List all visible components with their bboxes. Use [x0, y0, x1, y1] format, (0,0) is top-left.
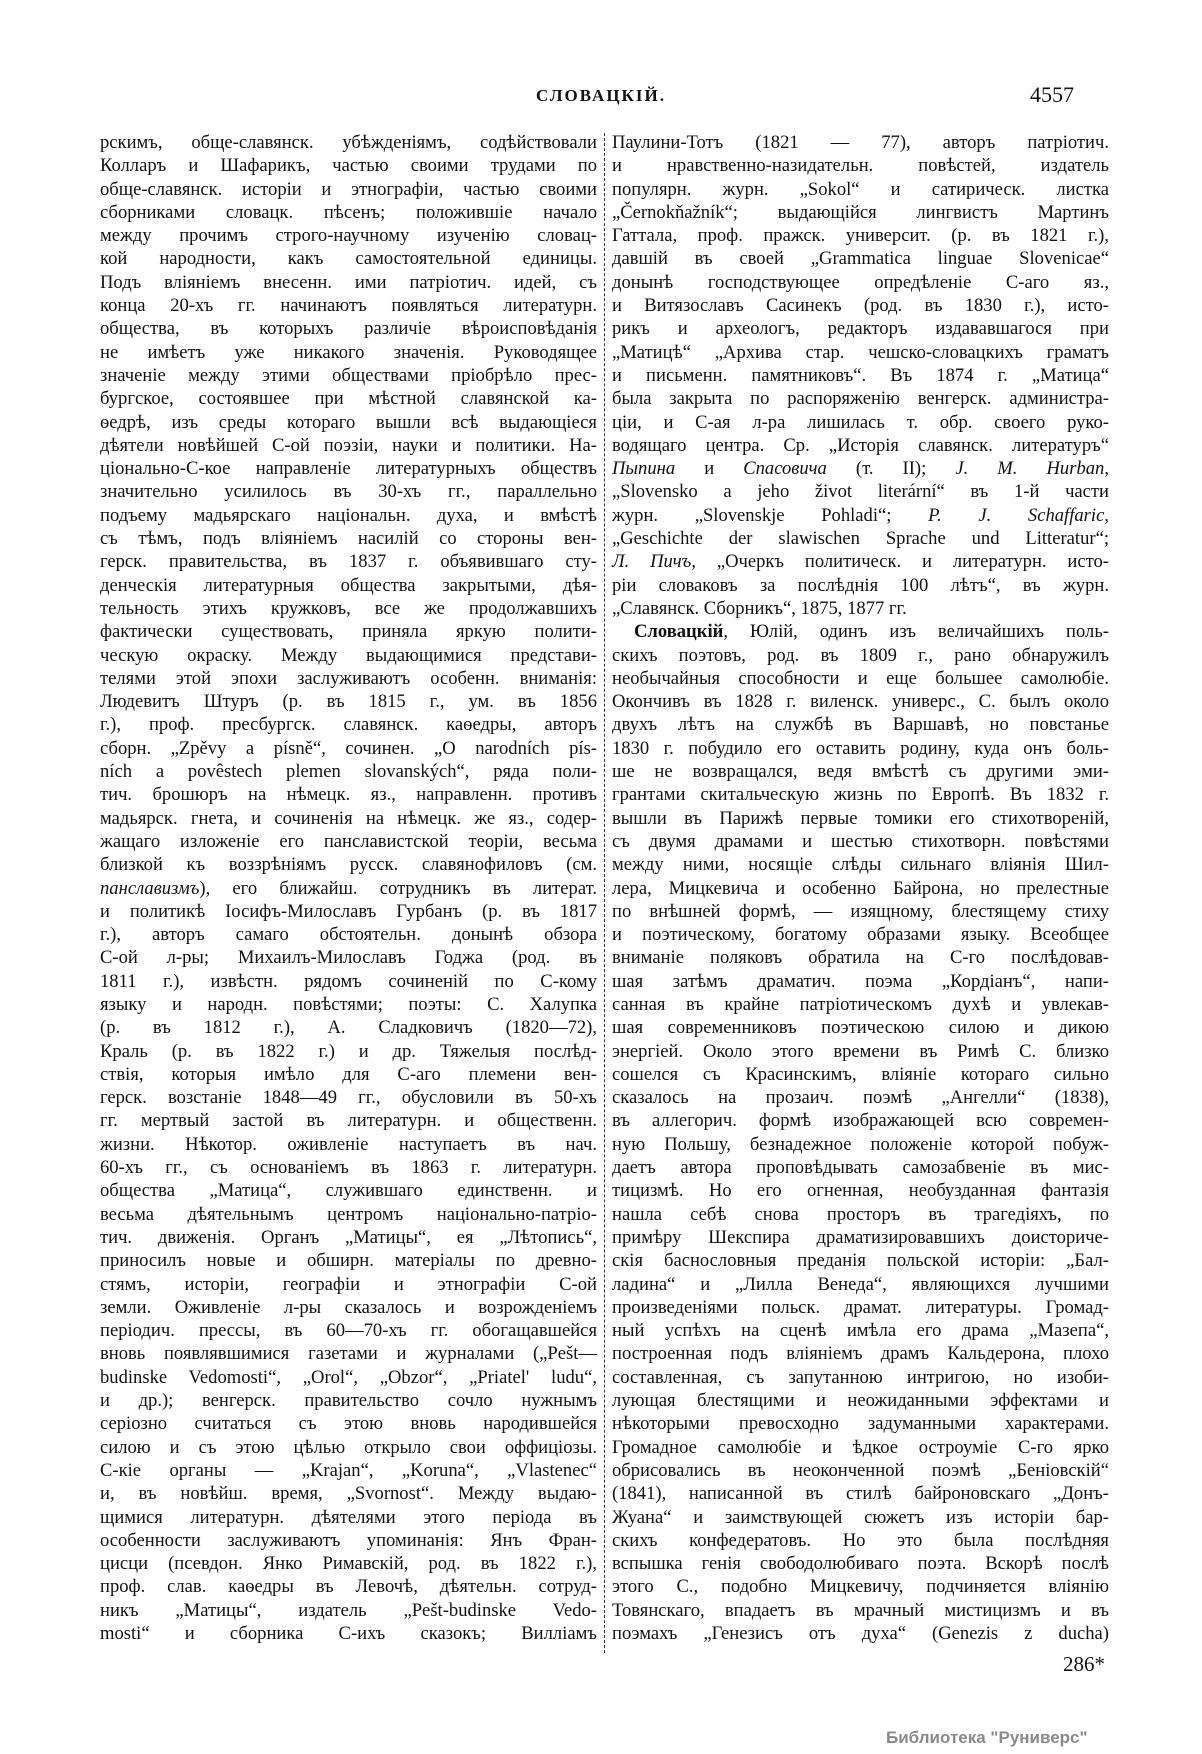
- text-line: не имѣетъ уже никакого значенія. Руководящее: [100, 341, 597, 363]
- text-line: санная въ крайне патріотическомъ духѣ и увлекав-: [612, 993, 1109, 1015]
- text-line: budinske Vedomosti“, „Orol“, „Obzor“, „Priatel' ludu“,: [100, 1366, 597, 1388]
- text-line: скихъ поэтовъ, род. въ 1809 г., рано обнаружилъ: [612, 644, 1109, 666]
- text-line: лера, Мицкевича и особенно Байрона, но прелестные: [612, 877, 1109, 899]
- text-line: этого С., подобно Мицкевичу, подчиняется вліянію: [612, 1576, 1109, 1598]
- text-line: подъему мадьярскаго національн. духа, и вмѣстѣ: [100, 504, 597, 526]
- text-line: Товянскаго, впадаетъ въ мрачный мистицизмъ и въ: [612, 1599, 1109, 1621]
- text-line: дѣятели новѣйшей С-ой поэзіи, науки и политики. На-: [100, 434, 597, 456]
- text-line: телями этой эпохи заслуживаютъ особенн. вниманія:: [100, 667, 597, 689]
- text-line: и Витязославъ Сасинекъ (род. въ 1830 г.), исто-: [612, 295, 1109, 317]
- text-line: двухъ лѣтъ на службѣ въ Варшавѣ, но повстанье: [612, 714, 1109, 736]
- text-line: періодич. прессы, въ 60—70-хъ гг. обогащавшейся: [100, 1320, 597, 1342]
- text-line: и поэтическому, богатому образами языку. Всеобщее: [612, 924, 1109, 946]
- text-line: денческія литературныя общества закрытыми, дѣя-: [100, 574, 597, 596]
- text-line: „Slovensko a jeho život literární“ въ 1-й части: [612, 481, 1109, 503]
- text-line: нѣкоторыми превосходно задуманными характерами.: [612, 1413, 1109, 1435]
- text-line: популярн. журн. „Sokol“ и сатирическ. листка: [612, 178, 1109, 200]
- text-line: тицизмѣ. Но его огненная, необузданная фантазія: [612, 1180, 1109, 1202]
- text-segment: (т. II);: [826, 458, 956, 480]
- text-line: скія баснословныя преданія польской исторіи: „Бал-: [612, 1250, 1109, 1272]
- text-line: нашла себѣ снова просторъ въ трагедіяхъ, по: [612, 1203, 1109, 1225]
- text-line: ріи словаковъ за послѣднія 100 лѣтъ“, въ журн.: [612, 574, 1109, 596]
- text-segment: , Юлій, одинъ изъ величайшихъ поль-: [723, 621, 1109, 643]
- text-line: „Černokňažník“; выдающійся лингвистъ Мартинъ: [612, 201, 1109, 223]
- text-line: земли. Оживленіе л-ры сказалось и возрожденіемъ: [100, 1296, 597, 1318]
- text-line: обрисовались въ неоконченной поэмѣ „Беніовскій“: [612, 1459, 1109, 1481]
- text-line: произведеніями польск. драмат. литературы. Громад-: [612, 1296, 1109, 1318]
- text-line: между прочимъ строго-научному изученію словац-: [100, 225, 597, 247]
- page-number: 4557: [1030, 82, 1074, 107]
- right-column: [612, 131, 1109, 1645]
- text-line: и нравственно-назидательн. повѣстей, издатель: [612, 155, 1109, 177]
- running-head-title: СЛОВАЦКІЙ.: [536, 86, 666, 105]
- text-line: Громадное самолюбіе и ѣдкое остроуміе С-го ярко: [612, 1436, 1109, 1458]
- text-line: вспышка генія свободолюбиваго поэта. Вскорѣ послѣ: [612, 1553, 1109, 1575]
- text-line: тельность этихъ кружковъ, все же продолжавшихъ: [100, 597, 597, 619]
- text-line: 1811 г.), извѣстн. рядомъ сочиненій по С-кому: [100, 970, 597, 992]
- text-segment: ), его ближайш. сотрудникъ въ литерат.: [199, 877, 597, 899]
- text-segment: , „Очеркъ политическ. и литературн. исто-: [691, 551, 1109, 573]
- text-line: [612, 457, 1109, 480]
- italic-reference: Л. Пичъ: [612, 551, 692, 573]
- text-line: 60-хъ гг., съ основаніемъ въ 1863 г. литературн.: [100, 1157, 597, 1179]
- text-line: съ двумя драмами и шестью стихотворн. повѣстями: [612, 830, 1109, 852]
- text-line: кой народности, какъ самостоятельной единицы.: [100, 248, 597, 270]
- text-line: герск. возстаніе 1848—49 гг., обусловили въ 50-хъ: [100, 1087, 597, 1109]
- text-line: вышли въ Парижѣ первые томики его стихотвореній,: [612, 807, 1109, 829]
- text-line: [100, 877, 597, 900]
- text-line: г.), авторъ самаго обстоятельн. донынѣ обзора: [100, 924, 597, 946]
- text-line: „Geschichte der slawischen Sprache und Litteratur“;: [612, 528, 1109, 550]
- text-line: герск. правительства, въ 1837 г. объявившаго сту-: [100, 551, 597, 573]
- text-line: водящаго центра. Ср. „Исторія славянск. литературъ“: [612, 434, 1109, 456]
- text-line: составленная, съ запутанною интригою, но изоби-: [612, 1366, 1109, 1388]
- text-line: языку и народн. повѣстями; поэты: С. Халупка: [100, 993, 597, 1015]
- text-line: тич. брошюръ на нѣмецк. яз., направленн. противъ: [100, 784, 597, 806]
- text-segment: ,: [1104, 504, 1109, 526]
- text-line: [612, 504, 1109, 527]
- library-watermark: Библиотека "Руниверс": [886, 1728, 1088, 1747]
- text-line: сборниками словацк. пѣсенъ; положившіе начало: [100, 201, 597, 223]
- text-line: ціонально-С-кое направленіе литературныхъ обществъ: [100, 458, 597, 480]
- text-line: ладина“ и „Лилла Венеда“, являющихся лучшими: [612, 1273, 1109, 1295]
- text-line: „Матицѣ“ „Архива стар. чешско-словацкихъ граматъ: [612, 341, 1109, 363]
- text-line: общества „Матица“, служившаго единственн. и: [100, 1180, 597, 1202]
- text-line: гг. мертвый застой въ литературн. и общественн.: [100, 1110, 597, 1132]
- text-line: Подъ вліяніемъ внесенн. ими патріотич. идей, съ: [100, 271, 597, 293]
- text-line: С-кіе органы — „Krajan“, „Koruna“, „Vlastenec“: [100, 1459, 597, 1481]
- text-line: [612, 550, 1109, 573]
- text-line: сказалось на прозаич. поэмѣ „Ангелли“ (1838),: [612, 1087, 1109, 1109]
- italic-reference: Пыпина: [612, 458, 676, 480]
- text-line: никъ „Матицы“, издатель „Pešt-budinske Vedo-: [100, 1599, 597, 1621]
- text-line: приносилъ новые и обширн. матеріалы по древно-: [100, 1250, 597, 1272]
- text-line: грантами скитальческую жизнь по Европѣ. Въ 1832 г.: [612, 784, 1109, 806]
- text-line: даетъ автора проповѣдывать самозабвеніе въ мис-: [612, 1157, 1109, 1179]
- text-line: ních a povêstech plemen slovanských“, ряда поли-: [100, 761, 597, 783]
- text-line: вниманіе поляковъ обратила на С-го послѣдовав-: [612, 947, 1109, 969]
- italic-reference: P. J. Schaffaric: [928, 504, 1105, 526]
- text-line: (1841), написанной въ стилѣ байроновскаго „Донъ-: [612, 1483, 1109, 1505]
- text-line: рскимъ, обще-славянск. убѣжденіямъ, содѣйствовали: [100, 132, 597, 153]
- text-line: Жуана“ и заимствующей сюжетъ изъ исторіи бар-: [612, 1506, 1109, 1528]
- text-line: проф. слав. каѳедры въ Левочѣ, дѣятельн. сотруд-: [100, 1576, 597, 1598]
- text-line: ствія, которыя имѣло для С-аго племени вен-: [100, 1063, 597, 1085]
- text-line: Окончивъ въ 1828 г. виленск. универс., С. былъ около: [612, 691, 1109, 713]
- entry-headword: Словацкій: [634, 621, 724, 643]
- text-line: рикъ и археологъ, редакторъ издававшагося при: [612, 318, 1109, 340]
- text-line: Колларъ и Шафарикъ, частью своими трудами по: [100, 155, 597, 177]
- text-line: [612, 620, 1109, 643]
- text-line: съ тѣмъ, подъ вліяніемъ насилій со стороны вен-: [100, 528, 597, 550]
- text-line: и письменн. памятниковъ“. Въ 1874 г. „Матица“: [612, 364, 1109, 386]
- text-line: г.), проф. пресбургск. славянск. каѳедры, авторъ: [100, 714, 597, 736]
- text-line: „Славянск. Сборникъ“, 1875, 1877 гг.: [612, 597, 907, 619]
- text-line: была закрыта по распоряженію венгерск. администра-: [612, 388, 1109, 410]
- text-line: между ними, носящіе слѣды сильнаго вліянія Шил-: [612, 854, 1109, 876]
- text-line: ную Польшу, безнадежное положеніе которой побуж-: [612, 1133, 1109, 1155]
- text-line: ѳедрѣ, изъ среды котораго вышли всѣ выдающіеся: [100, 411, 597, 433]
- text-segment: и: [675, 458, 744, 480]
- text-line: лующая блестящими и неожиданными эффектами и: [612, 1390, 1109, 1412]
- text-line: шая затѣмъ драматич. поэма „Кордіанъ“, напи-: [612, 970, 1109, 992]
- text-line: энергіей. Около этого времени въ Римѣ С. близко: [612, 1040, 1109, 1062]
- text-line: mosti“ и сборника С-ихъ сказокъ; Вилліамъ: [100, 1623, 597, 1644]
- text-line: тич. движенія. Органъ „Матицы“, ея „Лѣтопись“,: [100, 1226, 597, 1248]
- text-line: и, въ новѣйш. время, „Svornost“. Между выдаю-: [100, 1483, 597, 1505]
- text-line: ше не возвращался, ведя вмѣстѣ съ другими эми-: [612, 761, 1109, 783]
- italic-reference: панславизмъ: [100, 877, 200, 899]
- text-line: шая современниковъ поэтическою силою и дикою: [612, 1017, 1109, 1039]
- text-line: въ аллегорич. формѣ изображающей всю современ-: [612, 1110, 1109, 1132]
- text-line: скихъ конфедератовъ. Но это была послѣдняя: [612, 1529, 1109, 1551]
- text-line: силою и съ этою цѣлью открыло свои оффиціозы.: [100, 1436, 597, 1458]
- signature-mark: 286*: [1063, 1652, 1105, 1676]
- text-line: Людевитъ Штуръ (р. въ 1815 г., ум. въ 1856: [100, 691, 597, 713]
- text-line: общества, въ которыхъ различіе вѣроисповѣданія: [100, 318, 597, 340]
- text-line: обще-славянск. исторіи и этнографіи, частью своими: [100, 178, 597, 200]
- text-line: весьма дѣятельнымъ центромъ національно-патріо-: [100, 1203, 597, 1225]
- text-segment: ,: [1104, 458, 1110, 480]
- text-line: и др.); венгерск. правительство сочло нужнымъ: [100, 1390, 597, 1412]
- text-line: особенности заслуживаютъ упоминанія: Янъ Фран-: [100, 1529, 597, 1551]
- text-line: значительно усилилось въ 30-хъ гг., параллельно: [100, 481, 597, 503]
- column-separator: [604, 133, 605, 1653]
- text-line: по внѣшней формѣ, — изящному, блестящему стиху: [612, 900, 1109, 922]
- text-line: (р. въ 1812 г.), А. Сладковичъ (1820—72),: [100, 1017, 597, 1039]
- text-line: Паулини-Тотъ (1821 — 77), авторъ патріотич.: [612, 132, 1109, 153]
- italic-reference: J. M. Hurban: [955, 458, 1105, 480]
- left-column: [100, 131, 597, 1645]
- text-line: и политикѣ Іосифъ-Милославъ Гурбанъ (р. въ 1817: [100, 900, 597, 922]
- text-line: щимися литературн. дѣятелями этого періода въ: [100, 1506, 597, 1528]
- text-line: конца 20-хъ гг. начинаютъ появляться литературн.: [100, 295, 597, 317]
- text-line: С-ой л-ры; Михаилъ-Милославъ Годжа (род. въ: [100, 947, 597, 969]
- text-line: донынѣ господствующее опредѣленіе С-аго яз.,: [612, 271, 1109, 293]
- text-line: ціи, и С-ая л-ра лишилась т. обр. своего руко-: [612, 411, 1109, 433]
- text-line: вновь появлявшимися газетами и журналами („Pešt—: [100, 1343, 597, 1365]
- text-line: поэмахъ „Генезисъ отъ духа“ (Genezis z ducha): [612, 1623, 1109, 1644]
- text-line: Гаттала, проф. пражск. университ. (р. въ 1821 г.),: [612, 225, 1109, 247]
- text-line: давшій въ своей „Grammatica linguae Slovenicae“: [612, 248, 1109, 270]
- text-line: примѣру Шекспира драматизировавшихъ доисториче-: [612, 1226, 1109, 1248]
- text-line: сошелся съ Красинскимъ, вліяніе котораго сильно: [612, 1063, 1109, 1085]
- text-segment: журн. „Slovenskje Pohladi“;: [612, 504, 929, 526]
- text-line: значеніе между этими обществами пріобрѣло прес-: [100, 364, 597, 386]
- text-line: жизни. Нѣкотор. оживленіе наступаетъ въ нач.: [100, 1133, 597, 1155]
- text-line: серіозно считаться съ этою вновь народившейся: [100, 1413, 597, 1435]
- text-line: Краль (р. въ 1822 г.) и др. Тяжелыя послѣд-: [100, 1040, 597, 1062]
- text-line: ный успѣхъ на сценѣ имѣла его драма „Мазепа“,: [612, 1320, 1109, 1342]
- text-line: стямъ, исторіи, географіи и этнографіи С-ой: [100, 1273, 597, 1295]
- text-line: бургское, состоявшее при мѣстной славянской ка-: [100, 388, 597, 410]
- text-line: ческую окраску. Между выдающимися представи-: [100, 644, 597, 666]
- text-line: построенная подъ вліяніемъ драмъ Кальдерона, плохо: [612, 1343, 1109, 1365]
- text-line: цисци (псевдон. Янко Римавскій, род. въ 1822 г.),: [100, 1553, 597, 1575]
- text-line: сборн. „Zpěvy a písně“, сочинен. „O narodních pís-: [100, 737, 597, 759]
- text-line: близкой къ воззрѣніямъ русск. славянофиловъ (см.: [100, 854, 597, 876]
- text-line: мадьярск. гнета, и сочиненія на нѣмецк. же яз., содер-: [100, 807, 597, 829]
- italic-reference: Спасовича: [743, 458, 827, 480]
- text-line: жащаго изложеніе его панславистской теоріи, весьма: [100, 830, 597, 852]
- text-line: необычайныя способности и еще большее самолюбіе.: [612, 667, 1109, 689]
- text-line: 1830 г. побудило его оставить родину, куда онъ боль-: [612, 737, 1109, 759]
- text-line: фактически существовать, приняла яркую полити-: [100, 621, 597, 643]
